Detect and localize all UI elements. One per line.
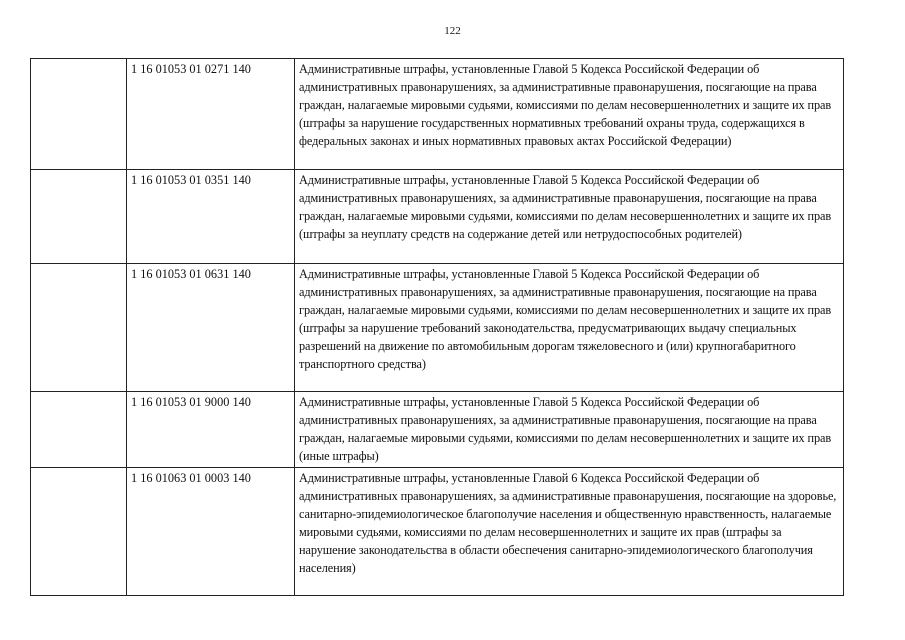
table-row bbox=[31, 59, 844, 170]
code-cell: 1 16 01063 01 0003 140 bbox=[127, 468, 295, 596]
code-cell: 1 16 01053 01 9000 140 bbox=[127, 392, 295, 468]
admin-cell bbox=[31, 59, 127, 170]
table-row bbox=[31, 392, 844, 468]
description-cell: Административные штрафы, установленные Главой 5 Кодекса Российской Федерации об административных правонарушениях, за административные правонарушения, посягающие на права граждан, налагаемые мировыми судьями, комиссиями по делам несовершеннолетних и защите их прав (штрафы за неуплату средств на содержание детей или нетрудоспособных родителей) bbox=[295, 170, 844, 264]
code-cell: 1 16 01053 01 0271 140 bbox=[127, 59, 295, 170]
table-row bbox=[31, 264, 844, 392]
admin-cell bbox=[31, 264, 127, 392]
description-cell: Административные штрафы, установленные Главой 5 Кодекса Российской Федерации об административных правонарушениях, за административные правонарушения, посягающие на права граждан, налагаемые мировыми судьями, комиссиями по делам несовершеннолетних и защите их прав (иные штрафы) bbox=[295, 392, 844, 468]
description-cell: Административные штрафы, установленные Главой 5 Кодекса Российской Федерации об административных правонарушениях, за административные правонарушения, посягающие на права граждан, налагаемые мировыми судьями, комиссиями по делам несовершеннолетних и защите их прав (штрафы за нарушение государственных нормативных требований охраны труда, содержащихся в федеральных законах и иных нормативных правовых актах Российской Федерации) bbox=[295, 59, 844, 170]
admin-cell bbox=[31, 468, 127, 596]
table-row bbox=[31, 468, 844, 596]
admin-cell bbox=[31, 170, 127, 264]
description-cell: Административные штрафы, установленные Главой 6 Кодекса Российской Федерации об административных правонарушениях, за административные правонарушения, посягающие на здоровье, санитарно-эпидемиологическое благополучие населения и общественную нравственность, налагаемые мировыми судьями, комиссиями по делам несовершеннолетних и защите их прав (штрафы за нарушение законодательства в области обеспечения санитарно-эпидемиологического благополучия населения) bbox=[295, 468, 844, 596]
description-cell: Административные штрафы, установленные Главой 5 Кодекса Российской Федерации об административных правонарушениях, за административные правонарушения, посягающие на права граждан, налагаемые мировыми судьями, комиссиями по делам несовершеннолетних и защите их прав (штрафы за нарушение требований законодательства, предусматривающих выдачу специальных разрешений на движение по автомобильным дорогам тяжеловесного и (или) крупногабаритного транспортного средства) bbox=[295, 264, 844, 392]
code-cell: 1 16 01053 01 0631 140 bbox=[127, 264, 295, 392]
page-number: 122 bbox=[444, 25, 461, 37]
table-row bbox=[31, 170, 844, 264]
revenue-codes-table bbox=[30, 58, 844, 596]
admin-cell bbox=[31, 392, 127, 468]
code-cell: 1 16 01053 01 0351 140 bbox=[127, 170, 295, 264]
